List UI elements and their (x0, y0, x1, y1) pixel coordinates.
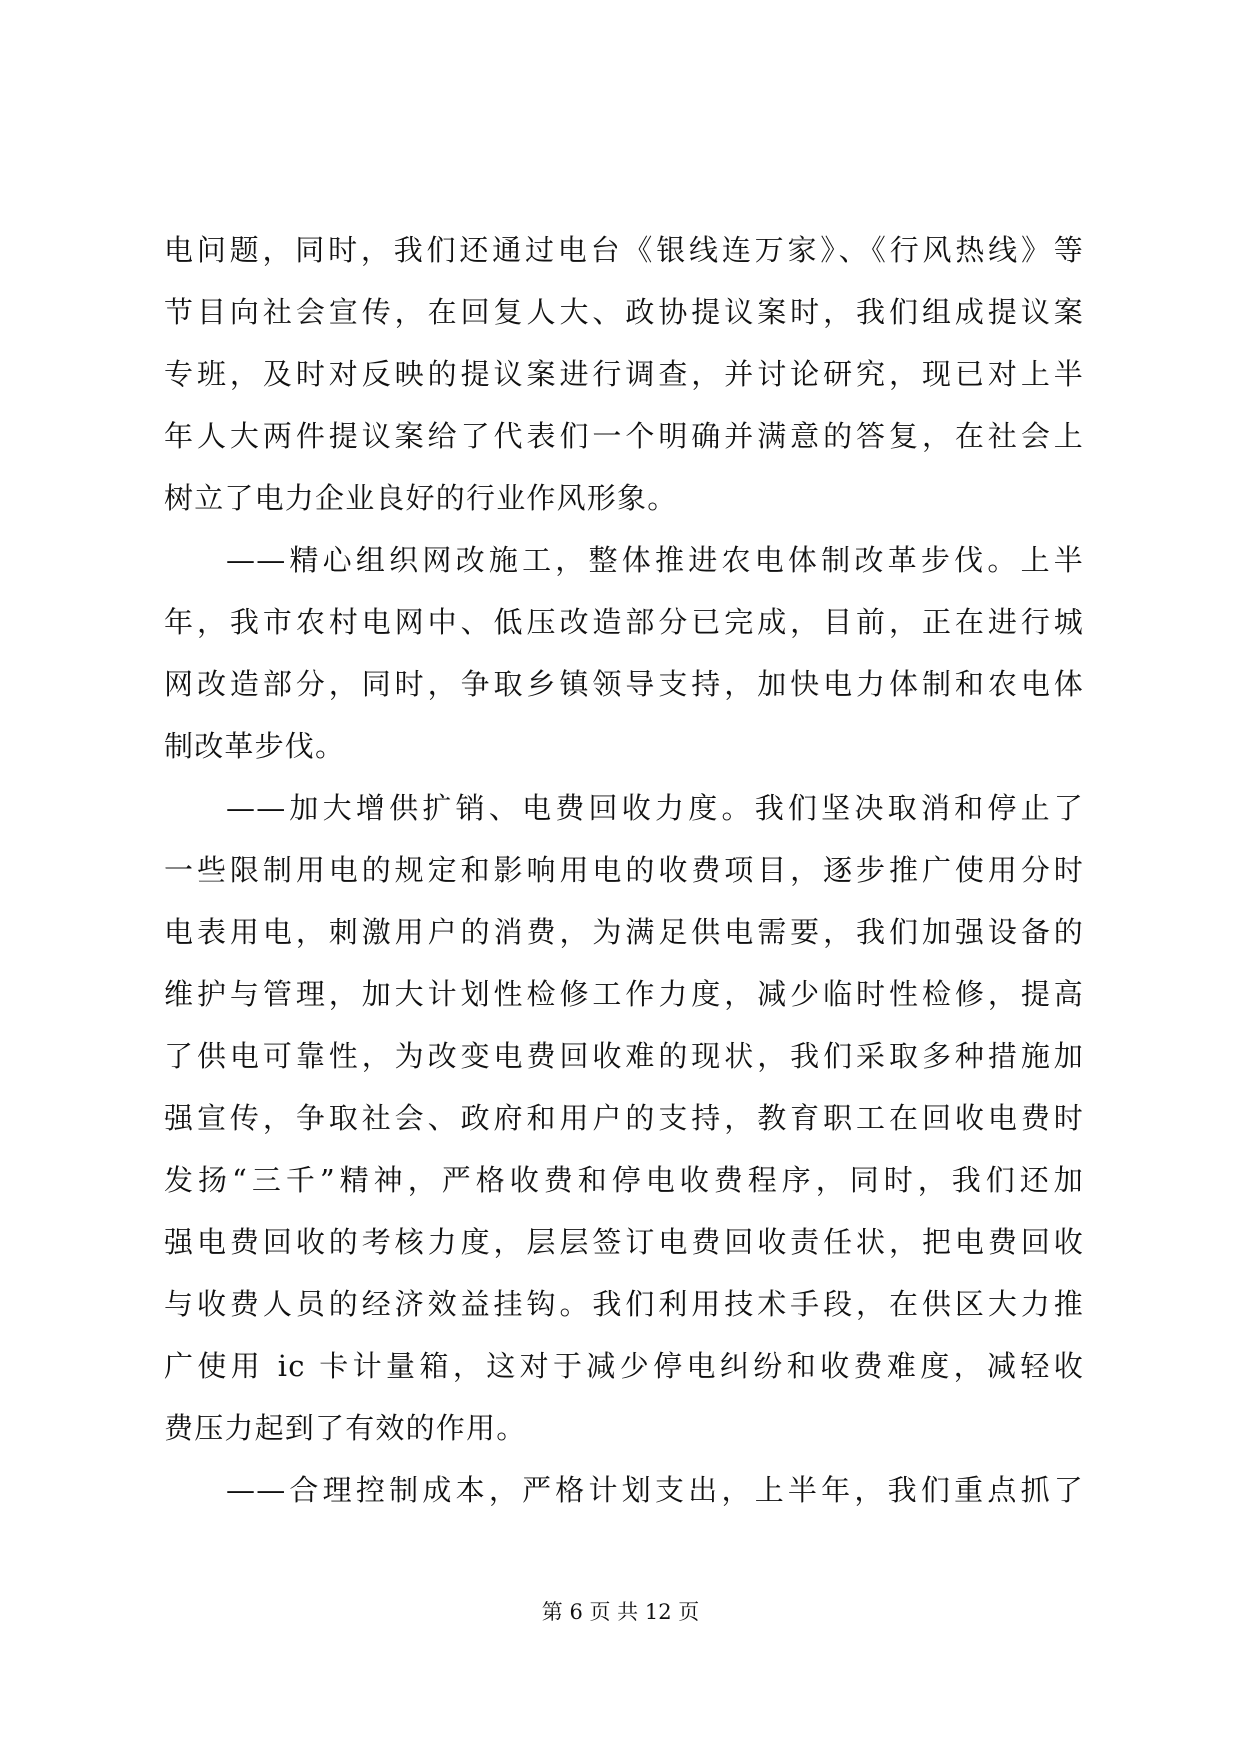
body-text-line: 制改革步伐。 (164, 729, 346, 763)
body-text-line: 网改造部分，同时，争取乡镇领导支持，加快电力体制和农电体 (164, 667, 1084, 701)
body-text-line: 树立了电力企业良好的行业作风形象。 (164, 481, 678, 515)
paragraph-first-line: ——精心组织网改施工，整体推进农电体制改革步伐。上半 (226, 543, 1084, 577)
body-text-line: 广使用 ic 卡计量箱，这对于减少停电纠纷和收费难度，减轻收 (164, 1349, 1084, 1383)
body-text-line: 电表用电，刺激用户的消费，为满足供电需要，我们加强设备的 (164, 915, 1084, 949)
paragraph-first-line: ——合理控制成本，严格计划支出，上半年，我们重点抓了 (226, 1473, 1084, 1507)
body-text-line: 年，我市农村电网中、低压改造部分已完成，目前，正在进行城 (164, 605, 1084, 639)
body-text-line: 专班，及时对反映的提议案进行调查，并讨论研究，现已对上半 (164, 357, 1084, 391)
body-text-line: 节目向社会宣传，在回复人大、政协提议案时，我们组成提议案 (164, 295, 1084, 329)
page-number-footer: 第 6 页 共 12 页 (541, 1600, 700, 1624)
body-text-line: 与收费人员的经济效益挂钩。我们利用技术手段，在供区大力推 (164, 1287, 1084, 1321)
body-text-line: 强电费回收的考核力度，层层签订电费回收责任状，把电费回收 (164, 1225, 1084, 1259)
body-text-line: 强宣传，争取社会、政府和用户的支持，教育职工在回收电费时 (164, 1101, 1084, 1135)
body-text-line: 维护与管理，加大计划性检修工作力度，减少临时性检修，提高 (164, 977, 1084, 1011)
body-text-line: 年人大两件提议案给了代表们一个明确并满意的答复，在社会上 (164, 419, 1084, 453)
paragraph-first-line: ——加大增供扩销、电费回收力度。我们坚决取消和停止了 (226, 791, 1084, 825)
body-text-line: 一些限制用电的规定和影响用电的收费项目，逐步推广使用分时 (164, 853, 1084, 887)
body-text-line: 费压力起到了有效的作用。 (164, 1411, 527, 1445)
body-text-line: 电问题，同时，我们还通过电台《银线连万家》、《行风热线》等 (164, 233, 1084, 267)
body-text-line: 发扬“三千”精神，严格收费和停电收费程序，同时，我们还加 (164, 1163, 1084, 1197)
body-text-line: 了供电可靠性，为改变电费回收难的现状，我们采取多种措施加 (164, 1039, 1084, 1073)
